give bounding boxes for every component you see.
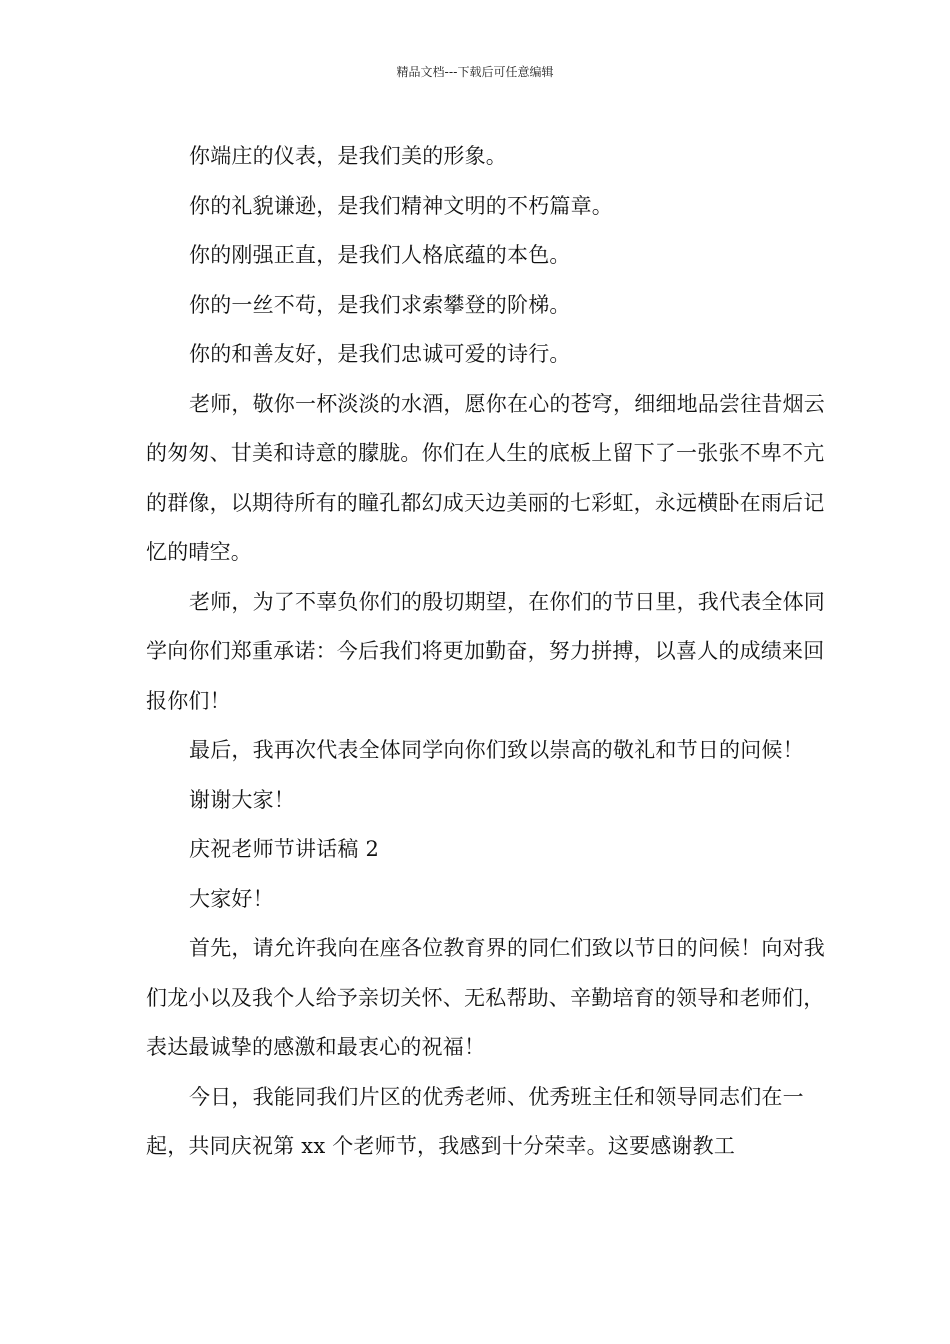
greeting: 大家好！ xyxy=(189,886,274,911)
paragraph: 你的刚强正直，是我们人格底蕴的本色。 xyxy=(189,243,571,267)
paragraph: 老师，为了不辜负你们的殷切期望，在你们的节日里，我代表全体同学向你们郑重承诺：今后我们将更加勤奋，努力拼搏，以喜人的成绩来回报你们！ xyxy=(146,589,825,713)
paragraph: 最后，我再次代表全体同学向你们致以崇高的敬礼和节日的问候！ xyxy=(189,738,804,762)
paragraph: 你的礼貌谦逊，是我们精神文明的不朽篇章。 xyxy=(189,193,613,218)
section-title: 庆祝老师节讲话稿 2 xyxy=(189,837,380,861)
document-body xyxy=(146,132,826,1172)
page-header: 精品文档---下载后可任意编辑 xyxy=(396,65,554,79)
paragraph: 你的和善友好，是我们忠诚可爱的诗行。 xyxy=(189,342,571,366)
paragraph: 你端庄的仪表，是我们美的形象。 xyxy=(189,144,507,168)
paragraph: 今日，我能同我们片区的优秀老师、优秀班主任和领导同志们在一起，共同庆祝第 xx 个老师节，我感到十分荣幸。这要感谢教工 xyxy=(146,1084,804,1158)
paragraph: 首先，请允许我向在座各位教育界的同仁们致以节日的问候！向对我们龙小以及我个人给予亲切关怀、无私帮助、辛勤培育的领导和老师们，表达最诚挚的感激和最衷心的祝福！ xyxy=(146,936,825,1059)
paragraph: 你的一丝不苟，是我们求索攀登的阶梯。 xyxy=(189,292,571,317)
paragraph: 谢谢大家！ xyxy=(189,787,295,812)
paragraph: 老师，敬你一杯淡淡的水酒，愿你在心的苍穹，细细地品尝往昔烟云的匆匆、甘美和诗意的朦胧。你们在人生的底板上留下了一张张不卑不亢的群像，以期待所有的瞳孔都幻成天边美丽的七彩虹，永远横卧在雨后记忆的晴空。 xyxy=(146,391,825,564)
